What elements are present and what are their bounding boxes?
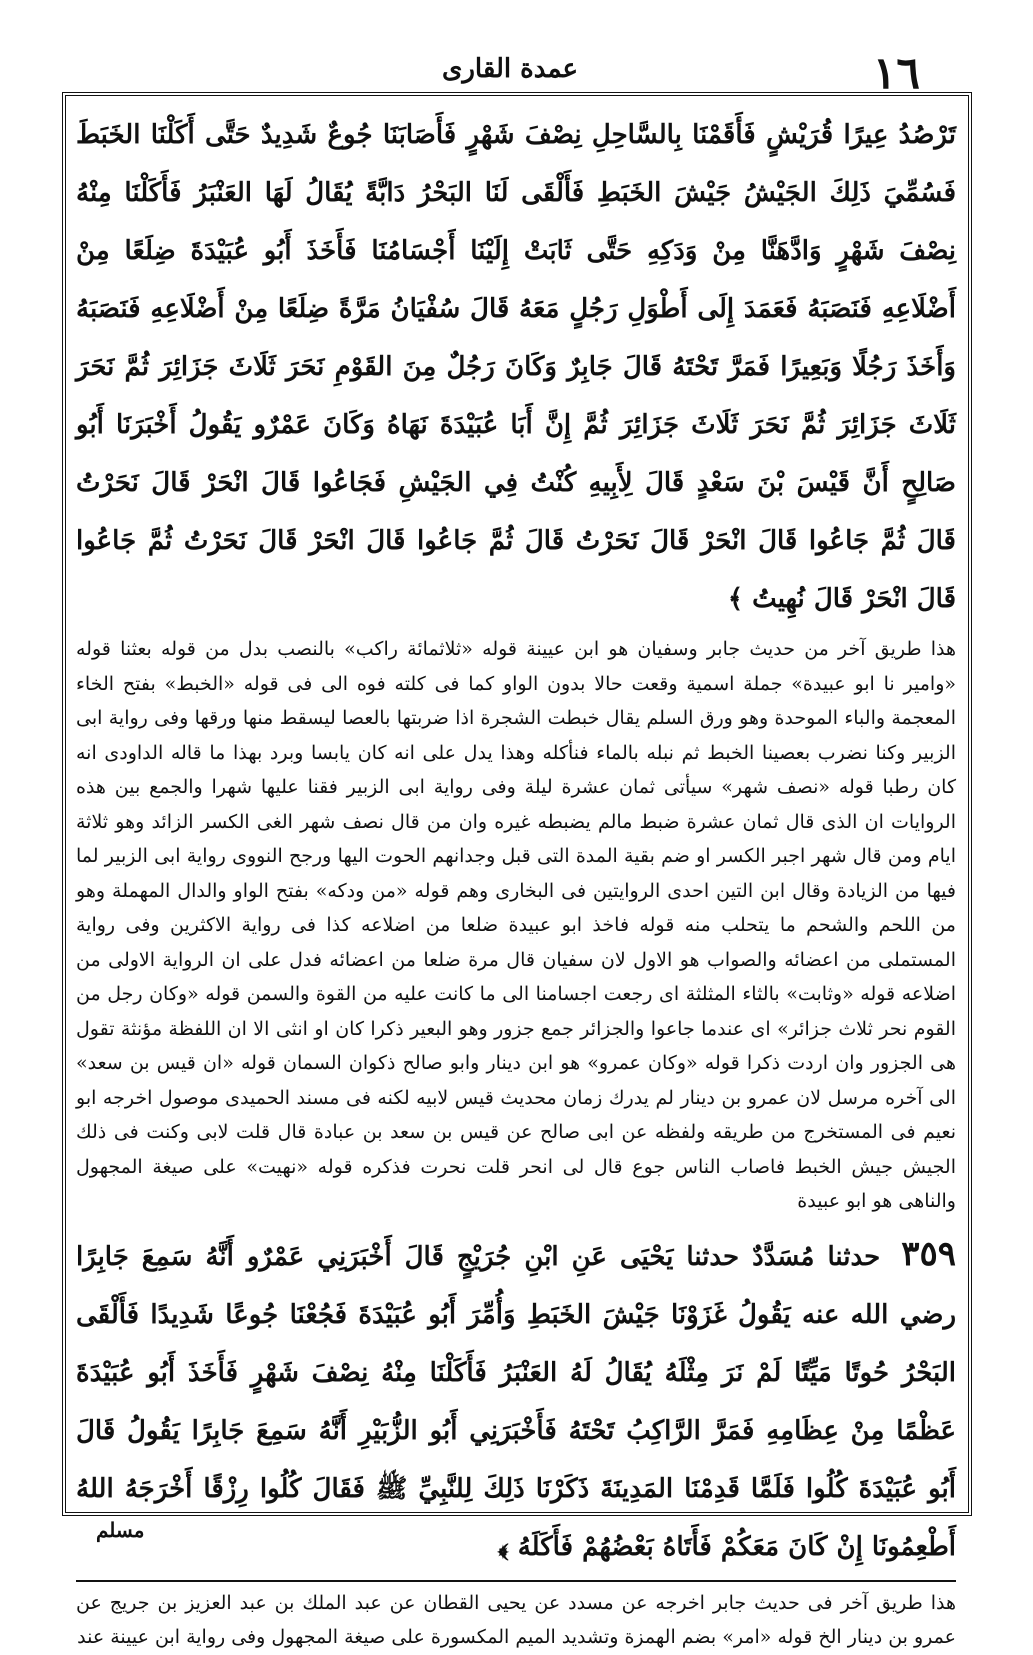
hadith-number: ٣٥٩ bbox=[901, 1233, 956, 1274]
hadith-358-text: تَرْصُدُ عِيرًا قُرَيْشٍ فَأَقَمْنَا بِالسَّاحِلِ نِصْفَ شَهْرٍ فَأَصَابَنَا جُوعٌ شَدِيدٌ حَتَّى أَكَلْنَا الخَبَطَ فَسُمِّيَ ذَلِكَ الجَيْشُ جَيْشَ الخَبَطِ فَأَلْقَى لَنَا البَحْرُ دَابَّةً يُقَالُ لَهَا العَنْبَرُ فَأَكَلْنَا مِنْهُ نِصْفَ شَهْرٍ وَادَّهَنَّا مِنْ وَدَكِهِ حَتَّى ثَابَتْ إِلَيْنَا أَجْسَامُنَا فَأَخَذَ أَبُو عُبَيْدَةَ ضِلَعًا مِنْ أَضْلَاعِهِ فَنَصَبَهُ فَعَمَدَ إِلَى أَطْوَلِ رَجُلٍ مَعَهُ قَالَ سُفْيَانُ مَرَّةً ضِلَعًا مِنْ أَضْلَاعِهِ فَنَصَبَهُ وَأَخَذَ رَجُلًا وَبَعِيرًا فَمَرَّ تَحْتَهُ قَالَ جَابِرٌ وَكَانَ رَجُلٌ مِنَ القَوْمِ نَحَرَ ثَلَاثَ جَزَائِرَ ثُمَّ نَحَرَ ثَلَاثَ جَزَائِرَ ثُمَّ نَحَرَ ثَلَاثَ جَزَائِرَ ثُمَّ إِنَّ أَبَا عُبَيْدَةَ نَهَاهُ وَكَانَ عَمْرٌو يَقُولُ أَخْبَرَنَا أَبُو صَالِحٍ أَنَّ قَيْسَ بْنَ سَعْدٍ قَالَ لِأَبِيهِ كُنْتُ فِي الجَيْشِ فَجَاعُوا قَالَ انْحَرْ قَالَ نَحَرْتُ قَالَ ثُمَّ جَاعُوا قَالَ انْحَرْ قَالَ نَحَرْتُ قَالَ ثُمَّ جَاعُوا قَالَ انْحَرْ قَالَ نَحَرْتُ ثُمَّ جَاعُوا قَالَ انْحَرْ قَالَ نُهِيتُ ﴾ bbox=[76, 120, 956, 614]
catchword: مسلم bbox=[96, 1518, 145, 1542]
commentary-359: هذا طريق آخر فى حديث جابر اخرجه عن مسدد عن يحيى القطان عن عبد الملك بن عبد العزيز بن جريج عن عمرو بن دينار الخ قوله «امر» بضم الهمزة وتشديد الميم المكسورة على صيغة المجهول وفى رواية ابن عيينة عند bbox=[76, 1591, 956, 1648]
hadith-359 bbox=[76, 1225, 956, 1576]
hadith-359-text: حدثنا مُسَدَّدٌ حدثنا يَحْيَى عَنِ ابْنِ جُرَيْجٍ قَالَ أَخْبَرَنِي عَمْرٌو أَنَّهُ سَمِعَ جَابِرًا رضي الله عنه يَقُولُ غَزَوْنَا جَيْشَ الخَبَطِ وَأُمِّرَ أَبُو عُبَيْدَةَ فَجُعْنَا جُوعًا شَدِيدًا فَأَلْقَى البَحْرُ حُوتًا مَيِّتًا لَمْ نَرَ مِثْلَهُ يُقَالُ لَهُ العَنْبَرُ فَأَكَلْنَا مِنْهُ نِصْفَ شَهْرٍ فَأَخَذَ أَبُو عُبَيْدَةَ عَظْمًا مِنْ عِظَامِهِ فَمَرَّ الرَّاكِبُ تَحْتَهُ فَأَخْبَرَنِي أَبُو الزُّبَيْرِ أَنَّهُ سَمِعَ جَابِرًا يَقُولُ قَالَ أَبُو عُبَيْدَةَ كُلُوا فَلَمَّا قَدِمْنَا المَدِينَةَ ذَكَرْنَا ذَلِكَ لِلنَّبِيِّ ﷺ فَقَالَ كُلُوا رِزْقًا أَخْرَجَهُ اللهُ أَطْعِمُونَا إِنْ كَانَ مَعَكُمْ فَأَتَاهُ بَعْضُهُمْ فَأَكَلَهُ ﴾ bbox=[76, 1241, 957, 1562]
section-divider bbox=[76, 1580, 956, 1582]
page-number: ١٦ bbox=[872, 48, 920, 99]
commentary-358: هذا طريق آخر من حديث جابر وسفيان هو ابن عيينة قوله «ثلاثمائة راكب» بالنصب بدل من قوله بعثنا قوله «وامير نا ابو عبيدة» جملة اسمية وقعت حالا بدون الواو كما فى كلته فوه الى فى قوله «الخبط» بفتح الخاء المعجمة والباء الموحدة وهو ورق السلم يقال خبطت الشجرة اذا ضربتها بالعصا ليسقط منها ورقها وفى رواية ابى الزبير وكنا نضرب بعصينا الخبط ثم نبله بالماء فنأكله وهذا يدل على انه كان يابسا وبرد بهذا ما قاله الداودى انه كان رطبا قوله «نصف شهر» سيأتى ثمان عشرة ليلة وفى رواية ابى الزبير فقنا عليها شهرا والجمع بين هذه الروايات ان الذى قال ثمان عشرة ضبط مالم يضبطه غيره وان من قال نصف شهر الغى الكسر الزائد وهو ثلاثة ايام ومن قال شهر اجبر الكسر او ضم بقية المدة التى قبل وجدانهم الحوت اليها ورجح النووى رواية ابى الزبير لما فيها من الزيادة وقال ابن التين احدى الروايتين فى البخارى وهم قوله «من ودكه» بفتح الواو والدال المهملة وهو من اللحم والشحم ما يتحلب منه قوله فاخذ ابو عبيدة ضلعا من اضلاعه كذا فى رواية الاكثرين وفى رواية المستملى من اعضائه والصواب هو الاول لان سفيان قال مرة ضلعا من اعضائه فدل على ان الرواية الاولى من اضلاعه قوله «وثابت» بالثاء المثلثة اى رجعت اجسامنا الى ما كانت عليه من القوة والسمن قوله «وكان رجل من القوم نحر ثلاث جزائر» اى عندما جاعوا والجزائر جمع جزور وهو البعير ذكرا كان او انثى الا ان اللفظة مؤنثة تقول هى الجزور وان اردت ذكرا قوله «وكان عمرو» هو ابن دينار وابو صالح ذكوان السمان قوله «ان قيس بن سعد» الى آخره مرسل لان عمرو بن دينار لم يدرك زمان محديث قيس لابيه لكنه فى مسند الحميدى موصول اخرجه ابو نعيم فى المستخرج من طريقه ولفظه عن ابى صالح عن قيس بن سعد بن عبادة قال قلت لابى وكنت فى ذلك الجيش جيش الخبط فاصاب الناس جوع قال لى انحر قلت نحرت فذكره قوله «نهيت» على صيغة المجهول والناهى هو ابو عبيدة bbox=[76, 638, 956, 1212]
page-header bbox=[60, 48, 960, 98]
running-title: عمدة القارى bbox=[442, 54, 578, 84]
